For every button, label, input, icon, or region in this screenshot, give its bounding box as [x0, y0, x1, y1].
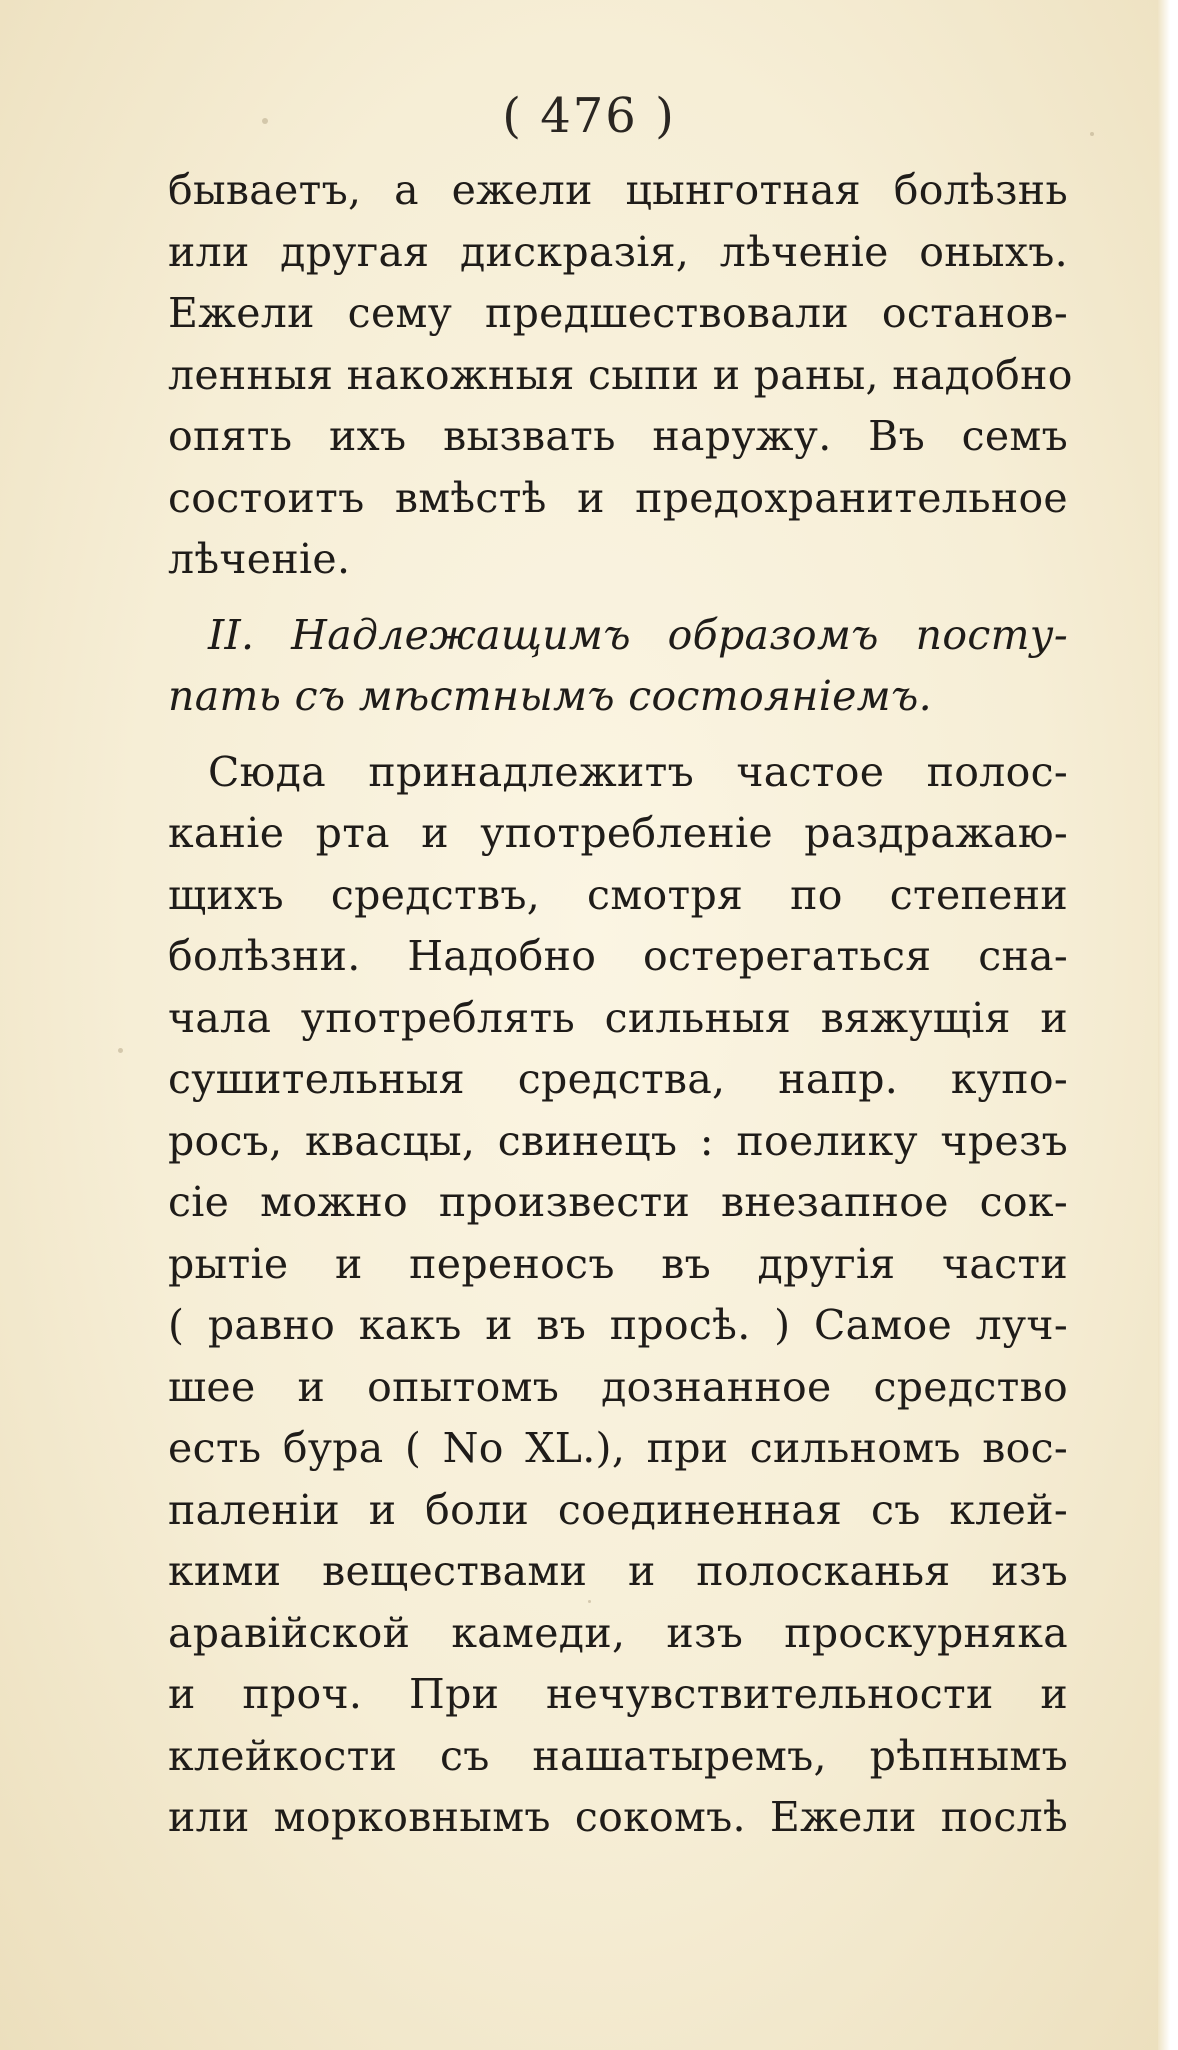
- text-line: ( равно какъ и въ просѣ. ) Самое луч-: [168, 1301, 1068, 1349]
- paper-speck: [118, 1048, 123, 1053]
- text-line: Сюда принадлежитъ частое полос-: [208, 747, 1068, 796]
- page-body: [168, 160, 1073, 1849]
- text-line: состоитъ вмѣстѣ и предохранительное: [168, 473, 1068, 522]
- text-line: сушительныя средства, напр. купо-: [168, 1055, 1068, 1103]
- text-line: аравiйской камеди, изъ проскурняка: [168, 1608, 1068, 1657]
- text-line: сiе можно произвести внезапное сок-: [168, 1178, 1068, 1226]
- text-line: бываетъ, а ежели цынготная болѣзнь: [168, 166, 1068, 214]
- text-line: и проч. При нечувствительности и: [168, 1670, 1068, 1718]
- text-line: канiе рта и употребленiе раздражаю-: [168, 809, 1068, 857]
- text-line: рытiе и переносъ въ другiя части: [168, 1239, 1068, 1288]
- text-line: болѣзни. Надобно остерегаться сна-: [168, 932, 1068, 980]
- text-line: опять ихъ вызвать наружу. Въ семъ: [168, 412, 1068, 460]
- section-heading-line: II. Надлежащимъ образомъ посту-: [208, 610, 1068, 659]
- text-line: или другая дискразiя, лѣченiе оныхъ.: [168, 227, 1068, 276]
- text-line: шее и опытомъ дознанное средство: [168, 1362, 1068, 1411]
- text-line: Ежели сему предшествовали останов-: [168, 289, 1068, 337]
- text-line: паленiи и боли соединенная съ клей-: [168, 1485, 1068, 1534]
- text-line: кими веществами и полосканья изъ: [168, 1547, 1068, 1595]
- section-heading-line: пать съ мѣстнымъ состоянiемъ.: [168, 672, 932, 720]
- text-line: клейкости съ нашатыремъ, рѣпнымъ: [168, 1731, 1068, 1780]
- text-line: или морковнымъ сокомъ. Ежели послѣ: [168, 1793, 1068, 1841]
- text-line: щихъ средствъ, смотря по степени: [168, 870, 1068, 919]
- page-number: ( 476 ): [502, 88, 676, 144]
- text-line: чала употреблять сильныя вяжущiя и: [168, 993, 1068, 1042]
- text-line: ленныя накожныя сыпи и раны, надобно: [168, 350, 1073, 399]
- text-line: росъ, квасцы, свинецъ : поелику чрезъ: [168, 1116, 1068, 1165]
- page-edge: [1158, 0, 1178, 2050]
- text-line: лѣченiе.: [168, 535, 351, 583]
- text-line: есть бура ( No XL.), при сильномъ вос-: [168, 1424, 1068, 1472]
